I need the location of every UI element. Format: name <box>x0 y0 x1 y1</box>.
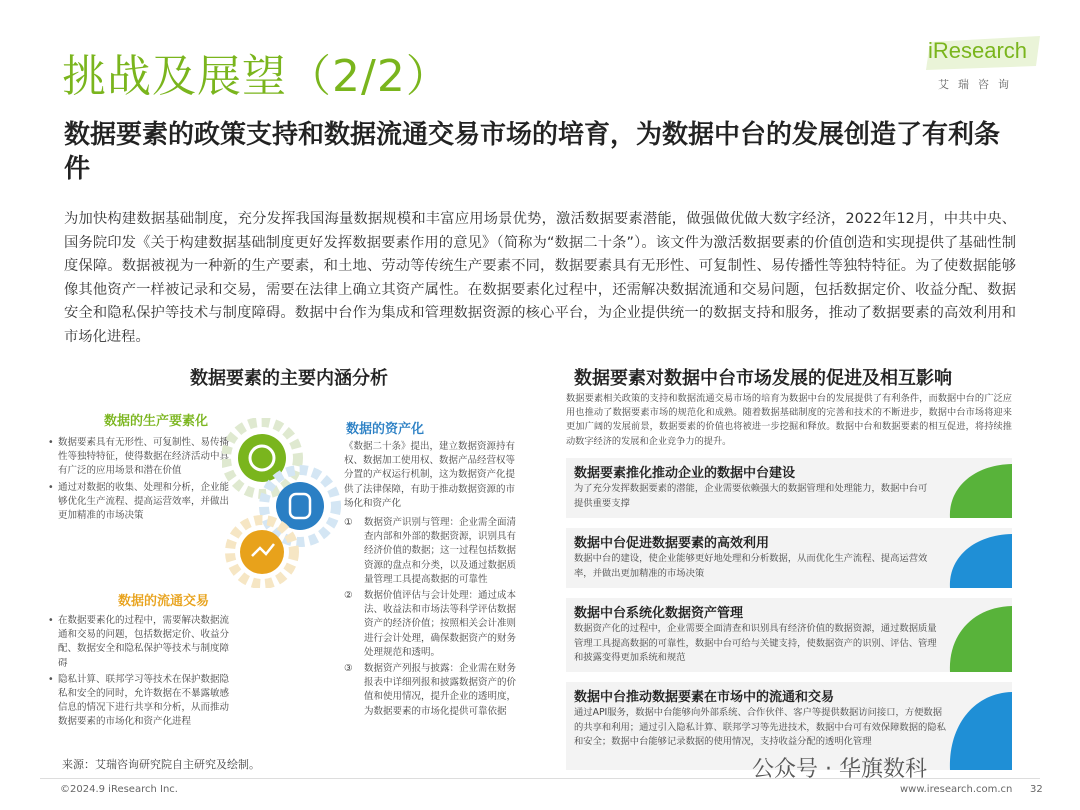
card-1 <box>566 458 1012 518</box>
card-heading: 数据中台系统化数据资产管理 <box>574 606 744 621</box>
production-heading: 数据的生产要素化 <box>104 414 209 429</box>
list-item: ① 数据资产识别与管理：企业需全面清查内部和外部的数据资源，识别具有经济价值的数据；这一过程包括数据资源的盘点和分类，以及通过数据质量管理工具提高数据的可靠性 <box>344 517 517 585</box>
database-gear-icon <box>264 470 336 542</box>
card-heading: 数据中台促进数据要素的高效利用 <box>574 536 770 551</box>
gear-diagram <box>222 418 342 588</box>
list-item: • 数据要素具有无形性、可复制性、易传播性等独特特征，使得数据在经济活动中具有广泛的应用场景和潜在价值 <box>48 436 230 479</box>
asset-intro: 《数据二十条》提出，建立数据资源持有权、数据加工使用权、数据产品经营权等分置的产权运行机制，这为数据资产化提供了法律保障，有助于推动数据资源的市场化和资产化 <box>344 441 516 509</box>
left-section-title: 数据要素的主要内涵分析 <box>190 368 388 389</box>
right-section-title: 数据要素对数据中台市场发展的促进及相互影响 <box>574 368 952 389</box>
card-text: 数据中台的建设，使企业能够更好地处理和分析数据，从而优化生产流程、提高运营效率，并做出更加精准的市场决策 <box>574 553 928 579</box>
list-item: • 通过对数据的收集、处理和分析，企业能够优化生产流程、提高运营效率，并做出更加精准的市场决策 <box>48 481 230 524</box>
page-title: 挑战及展望（2/2） <box>62 51 451 102</box>
right-intro: 数据要素相关政策的支持和数据流通交易市场的培育为数据中台的发展提供了有利条件，而数据中台的广泛应用也推动了数据要素市场的规范化和成熟。随着数据基础制度的完善和技术的不断进步，数据中台市场将迎来更加广阔的发展前景，数据要素的价值也将被进一步挖掘和释放。数据中台和数据要素的相互促进，将持续推动数字经济的发展和企业竞争力的提升。 <box>566 393 1012 447</box>
card-text: 通过API服务，数据中台能够向外部系统、合作伙伴、客户等提供数据访问接口，方便数据的共享和利用；通过引入隐私计算、联邦学习等先进技术，数据中台可有效保障数据的隐私和安全；数据中台能够记录数据的使用情况，支持收益分配的透明化管理 <box>574 707 946 747</box>
list-item: • 隐私计算、联邦学习等技术在保护数据隐私和安全的同时，允许数据在不暴露敏感信息的情况下进行共享和分析，从而推动数据要素的市场化和资产化进程 <box>48 673 234 730</box>
green-leaf-icon <box>944 598 1012 672</box>
card-heading: 数据中台推动数据要素在市场中的流通和交易 <box>574 690 835 705</box>
green-leaf-icon <box>944 458 1012 518</box>
asset-list <box>344 516 524 719</box>
circulation-bullets <box>48 614 234 732</box>
logo-subtext: 艾瑞咨询 <box>938 78 1018 91</box>
watermark: 公众号 · 华旗数科 <box>752 757 927 782</box>
card-text: 数据资产化的过程中，企业需要全面清查和识别具有经济价值的数据资源，通过数据质量管理工具提高数据的可靠性，数据中台可给与关键支持，使数据资产的识别、评估、管理和披露变得更加系统和规范 <box>574 623 937 663</box>
asset-heading: 数据的资产化 <box>346 422 425 437</box>
list-item: ② 数据价值评估与会计处理：通过成本法、收益法和市场法等科学评估数据资产的经济价值；按照相关会计准则进行会计处理，确保数据资产的财务处理规范和透明。 <box>344 590 517 658</box>
card-2 <box>566 528 1012 588</box>
production-bullets <box>48 436 230 525</box>
intro-paragraph: 为加快构建数据基础制度，充分发挥我国海量数据规模和丰富应用场景优势，激活数据要素潜能，做强做优做大数字经济，2022年12月，中共中央、国务院印发《关于构建数据基础制度更好发挥数据要素作用的意见》（简称为“数据二十条”）。该文件为激活数据要素的价值创造和实现提供了基础性制度保障。数据被视为一种新的生产要素，和土地、劳动等传统生产要素不同，数据要素具有无形性、可复制性、易传播性等独特特征。为了使数据能够像其他资产一样被记录和交易，需要在法律上确立其资产属性。在数据要素化过程中，还需解决数据流通和交易问题，包括数据定价、收益分配、数据安全和隐私保护等技术与制度障碍。数据中台作为集成和管理数据资源的核心平台，为企业提供统一的数据支持和服务，推动了数据要素的高效利用和市场化进程。 <box>64 211 1016 345</box>
gear-icon <box>226 422 298 494</box>
page-number: 32 <box>1030 784 1043 795</box>
blue-leaf-icon <box>944 528 1012 588</box>
source-note: 来源：艾瑞咨询研究院自主研究及绘制。 <box>62 758 260 771</box>
list-item: • 在数据要素化的过程中，需要解决数据流通和交易的问题，包括数据定价、收益分配、数据安全和隐私保护等技术与制度障碍 <box>48 614 234 671</box>
logo-text: iResearch <box>928 38 1028 63</box>
blue-leaf-icon <box>944 682 1012 770</box>
card-heading: 数据要素推化推动企业的数据中台建设 <box>574 466 796 481</box>
circulation-heading: 数据的流通交易 <box>118 594 210 609</box>
iresearch-logo <box>928 38 1048 96</box>
page-subtitle: 数据要素的政策支持和数据流通交易市场的培育，为数据中台的发展创造了有利条件 <box>64 120 1001 184</box>
copyright: ©2024.9 iResearch Inc. <box>60 784 178 795</box>
list-item: ③ 数据资产列报与披露：企业需在财务报表中详细列报和披露数据资产的价值和使用情况，提升企业的透明度，为数据要素的市场化提供可靠依据 <box>344 663 517 717</box>
trade-gear-icon <box>230 520 294 584</box>
footer-url: www.iresearch.com.cn <box>900 784 1013 795</box>
card-text: 为了充分发挥数据要素的潜能，企业需要依赖强大的数据管理和处理能力，数据中台可提供重要支撑 <box>574 483 928 509</box>
card-3 <box>566 598 1012 672</box>
